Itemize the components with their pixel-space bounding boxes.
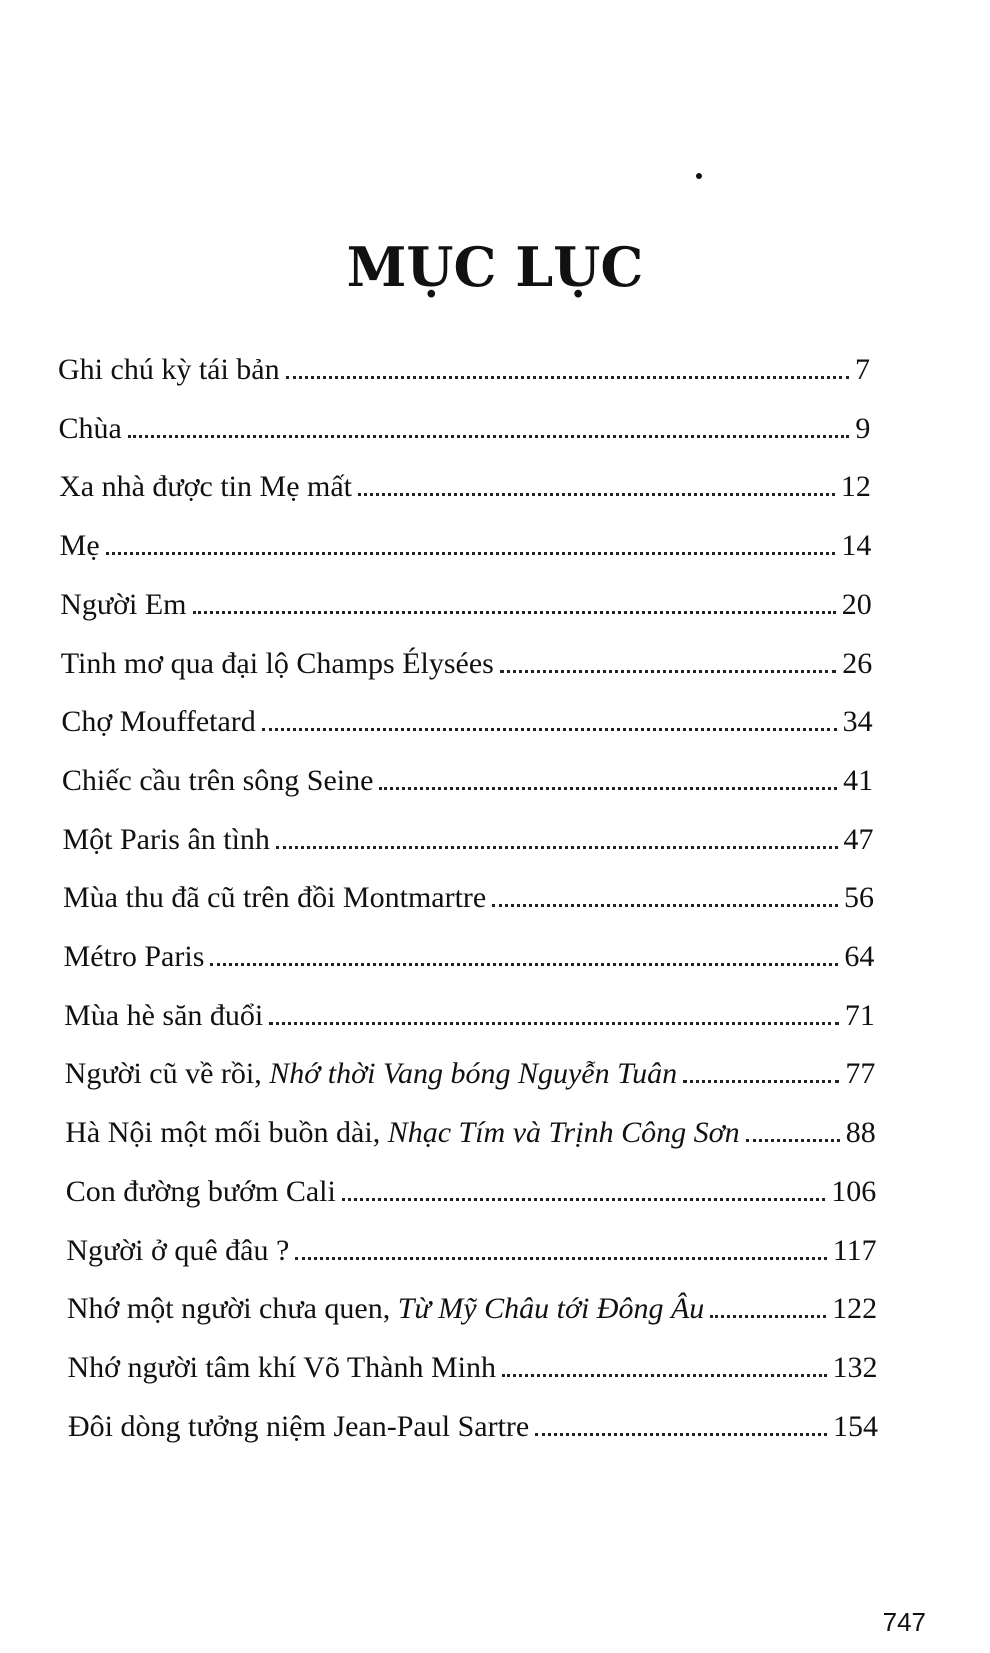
page-number: 747 (882, 1607, 926, 1637)
dot-leader (500, 670, 836, 673)
toc-entry (62, 759, 873, 803)
entry-title (65, 1052, 683, 1096)
entry-title (62, 818, 276, 862)
toc-entry (58, 348, 870, 392)
dot-leader (286, 376, 849, 379)
entry-page-number: 41 (843, 763, 874, 797)
entry-title-text: Một Paris ân tình (62, 822, 270, 856)
toc-entry (61, 700, 872, 744)
toc-entry (66, 1170, 876, 1214)
entry-title (67, 1287, 710, 1331)
toc-entry (61, 642, 872, 686)
entry-title (66, 1229, 295, 1273)
entry-subtitle: Nhạc Tím và Trịnh Công Sơn (387, 1116, 740, 1150)
entry-title-text: Nhớ người tâm khí Võ Thành Minh (67, 1350, 496, 1384)
dot-leader (502, 1374, 827, 1377)
toc-entry (66, 1229, 876, 1273)
entry-page-number: 14 (841, 529, 872, 563)
entry-page-number: 117 (832, 1233, 877, 1267)
entry-page-number: 106 (831, 1174, 877, 1208)
toc-entry (64, 994, 875, 1038)
dot-leader (535, 1433, 827, 1436)
entry-title-text: Chùa (58, 411, 122, 445)
entry-title (63, 876, 492, 920)
entry-title (64, 935, 211, 979)
dot-leader (710, 1315, 826, 1318)
toc-entry (60, 583, 872, 627)
entry-title (60, 583, 192, 627)
entry-title-text: Chiếc cầu trên sông Seine (61, 763, 374, 797)
entry-page-number: 56 (844, 881, 874, 915)
entry-page-number: 64 (844, 940, 875, 973)
entry-page-number: 34 (842, 705, 873, 739)
toc-entry (64, 935, 875, 979)
toc-entry (63, 876, 874, 920)
dot-leader (210, 963, 838, 966)
dot-leader (193, 611, 836, 614)
entry-title-text: Chợ Mouffetard (61, 705, 256, 739)
entry-page-number: 88 (845, 1116, 876, 1150)
dot-leader (358, 493, 835, 496)
entry-page-number: 9 (855, 411, 871, 445)
entry-title-text: Xa nhà được tin Mẹ mất (59, 470, 352, 504)
dot-leader (128, 435, 850, 438)
entry-page-number: 47 (843, 822, 874, 856)
entry-title-text: Người cũ về rồi, (64, 1057, 262, 1091)
toc-entry (62, 818, 873, 862)
toc-entry (65, 1052, 876, 1096)
entry-page-number: 77 (845, 1057, 876, 1091)
entry-title (60, 524, 106, 568)
entry-subtitle: Nhớ thời Vang bóng Nguyễn Tuân (269, 1057, 678, 1091)
entry-title-text: Người Em (60, 587, 187, 621)
entry-subtitle: Từ Mỹ Châu tới Đông Âu (397, 1292, 705, 1326)
entry-page-number: 122 (832, 1292, 878, 1326)
entry-title-text: Métro Paris (63, 940, 205, 973)
toc-entry (59, 465, 871, 509)
entry-title-text: Đôi dòng tưởng niệm Jean-Paul Sartre (68, 1409, 530, 1443)
entry-page-number: 12 (840, 470, 871, 504)
entry-title-text: Nhớ một người chưa quen, (66, 1292, 391, 1326)
entry-title-text: Mùa thu đã cũ trên đồi Montmartre (63, 881, 487, 915)
entry-title-text: Người ở quê đâu ? (66, 1233, 290, 1267)
entry-title (68, 1405, 535, 1449)
dot-leader (746, 1139, 840, 1142)
entry-title (59, 407, 128, 451)
entry-page-number: 20 (841, 587, 872, 621)
entry-title-text: Mùa hè săn đuổi (64, 998, 264, 1032)
entry-page-number: 154 (833, 1409, 878, 1443)
dot-leader (276, 846, 838, 849)
page-title: MỤC LỤC (346, 235, 644, 300)
toc-entry (67, 1287, 877, 1331)
entry-page-number: 132 (832, 1350, 878, 1384)
entry-title (65, 1111, 745, 1155)
entry-title (62, 759, 380, 803)
toc-entry (59, 407, 871, 451)
entry-page-number: 26 (842, 646, 873, 680)
dot-leader (342, 1198, 825, 1201)
toc-entry (65, 1111, 876, 1155)
entry-title (59, 465, 358, 509)
dot-leader (683, 1080, 839, 1083)
toc-entry (60, 524, 872, 568)
toc-entry (67, 1346, 877, 1390)
entry-title (67, 1346, 502, 1390)
dot-leader (269, 1022, 839, 1025)
entry-title (64, 994, 269, 1038)
entry-title (58, 348, 286, 392)
dot-leader (379, 787, 837, 790)
entry-title-text: Hà Nội một mối buồn dài, (65, 1116, 381, 1150)
entry-title-text: Con đường bướm Cali (65, 1174, 336, 1208)
entry-title (61, 642, 500, 686)
entry-title-text: Tinh mơ qua đại lộ Champs Élysées (60, 646, 494, 680)
entry-page-number: 7 (855, 353, 870, 386)
entry-title (66, 1170, 342, 1214)
entry-title (61, 700, 261, 744)
ink-speck (696, 173, 702, 179)
entry-page-number: 71 (844, 998, 875, 1032)
dot-leader (492, 904, 838, 907)
dot-leader (295, 1257, 827, 1260)
dot-leader (262, 728, 837, 731)
entry-title-text: Mẹ (59, 529, 100, 563)
toc-entry (68, 1405, 878, 1449)
entry-title-text: Ghi chú kỳ tái bản (58, 353, 280, 386)
dot-leader (106, 552, 836, 555)
